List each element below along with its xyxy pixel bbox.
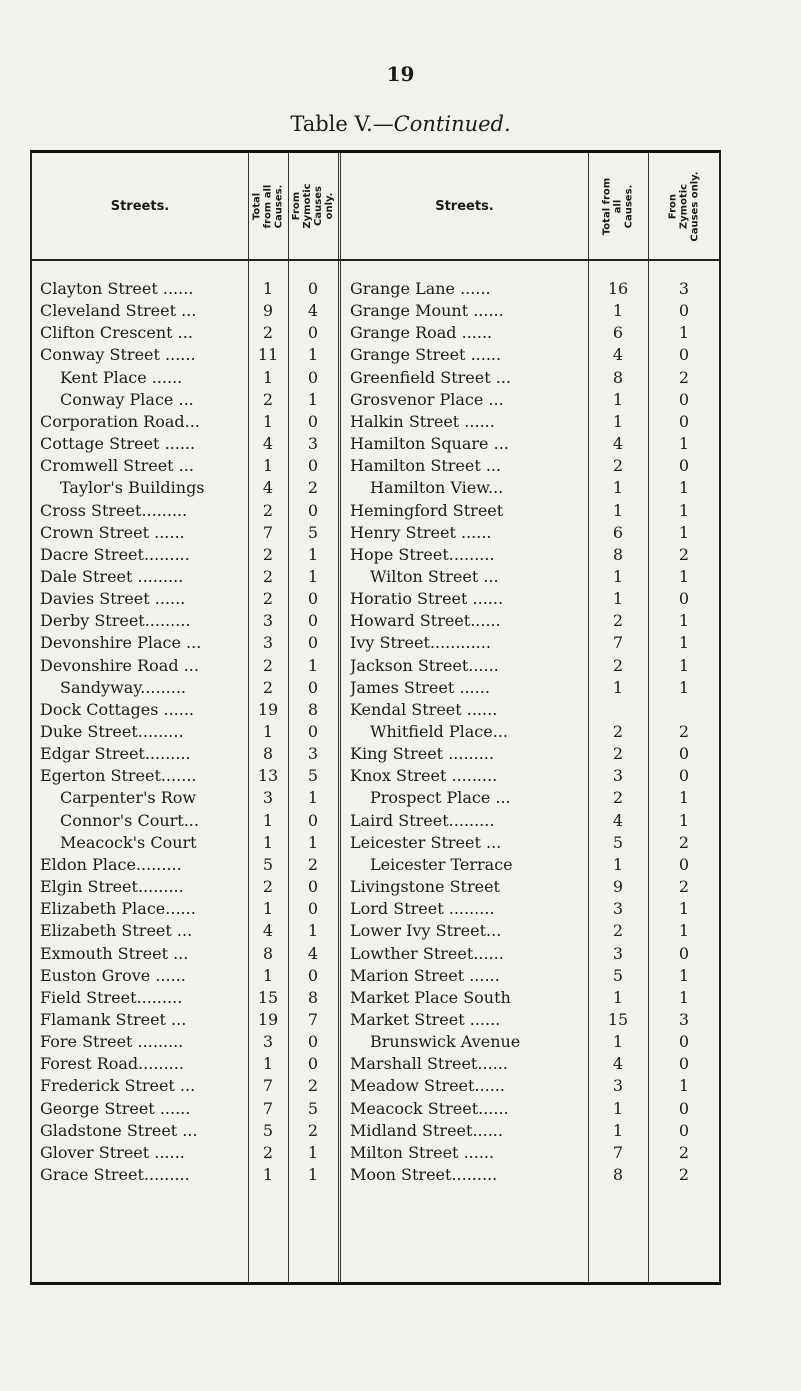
street-name: Glover Street ...... xyxy=(40,1142,185,1162)
zymotic-causes: 0 xyxy=(307,500,319,520)
zymotic-causes: 0 xyxy=(678,389,690,409)
table-row xyxy=(32,876,719,898)
zymotic-causes: 1 xyxy=(678,323,690,343)
street-name: Hamilton View... xyxy=(370,478,504,498)
total-all-causes: 2 xyxy=(262,566,274,586)
street-name: Davies Street ...... xyxy=(40,589,186,609)
total-all-causes: 16 xyxy=(607,279,629,298)
total-all-causes: 5 xyxy=(612,832,624,852)
zymotic-causes: 1 xyxy=(678,655,690,675)
zymotic-causes: 0 xyxy=(678,411,690,431)
total-all-causes: 1 xyxy=(612,389,624,409)
zymotic-causes: 1 xyxy=(307,788,319,808)
street-name: Meacock Street...... xyxy=(350,1098,509,1118)
total-all-causes: 9 xyxy=(262,301,274,321)
street-name: Marshall Street...... xyxy=(350,1054,508,1074)
zymotic-causes: 1 xyxy=(307,921,319,941)
table-row xyxy=(32,500,719,522)
total-all-causes: 2 xyxy=(262,877,274,897)
zymotic-causes: 1 xyxy=(307,1142,319,1162)
zymotic-causes: 1 xyxy=(678,566,690,586)
table-row xyxy=(32,322,719,344)
total-all-causes: 1 xyxy=(262,456,274,476)
table-row xyxy=(32,522,719,544)
header-total-left: Total from all Causes. xyxy=(251,184,285,228)
total-all-causes: 7 xyxy=(612,633,624,653)
table-row xyxy=(32,411,719,433)
zymotic-causes: 0 xyxy=(307,677,319,697)
total-all-causes: 1 xyxy=(262,810,274,830)
street-name: Leicester Street ... xyxy=(350,832,502,852)
table-row xyxy=(32,965,719,987)
total-all-causes: 7 xyxy=(612,1142,624,1162)
total-all-causes: 4 xyxy=(262,921,274,941)
zymotic-causes: 0 xyxy=(307,411,319,431)
header-zymotic-left: From Zymotic Causes only. xyxy=(291,183,335,229)
zymotic-causes: 1 xyxy=(678,899,690,919)
table-title xyxy=(0,112,801,136)
total-all-causes: 8 xyxy=(612,544,624,564)
table-row xyxy=(32,1120,719,1142)
street-name: Grange Mount ...... xyxy=(350,301,504,321)
zymotic-causes: 0 xyxy=(678,1098,690,1118)
table-row xyxy=(32,544,719,566)
street-name: Horatio Street ...... xyxy=(350,589,504,609)
zymotic-causes: 1 xyxy=(678,1076,690,1096)
header-streets-left: Streets. xyxy=(110,198,170,214)
total-all-causes: 2 xyxy=(612,921,624,941)
street-name: Taylor's Buildings xyxy=(60,478,205,498)
zymotic-causes: 2 xyxy=(307,854,319,874)
total-all-causes: 3 xyxy=(262,611,274,631)
table-row xyxy=(32,389,719,411)
zymotic-causes: 1 xyxy=(678,522,690,542)
total-all-causes: 2 xyxy=(612,655,624,675)
zymotic-causes: 4 xyxy=(307,943,319,963)
zymotic-causes: 0 xyxy=(307,899,319,919)
total-all-causes: 1 xyxy=(262,965,274,985)
zymotic-causes: 0 xyxy=(678,1032,690,1052)
total-all-causes: 6 xyxy=(612,323,624,343)
zymotic-causes: 1 xyxy=(678,965,690,985)
street-name: Meadow Street...... xyxy=(350,1076,505,1096)
street-name: Marion Street ...... xyxy=(350,965,500,985)
street-name: Lowther Street...... xyxy=(350,943,504,963)
total-all-causes: 4 xyxy=(612,345,624,365)
zymotic-causes: 1 xyxy=(307,1165,319,1184)
total-all-causes: 8 xyxy=(262,744,274,764)
total-all-causes: 4 xyxy=(612,434,624,454)
zymotic-causes: 7 xyxy=(307,1009,319,1029)
total-all-causes: 1 xyxy=(612,987,624,1007)
total-all-causes: 15 xyxy=(257,987,279,1007)
zymotic-causes: 2 xyxy=(678,1142,690,1162)
total-all-causes: 1 xyxy=(612,478,624,498)
total-all-causes: 2 xyxy=(612,722,624,741)
street-name: Euston Grove ...... xyxy=(40,965,186,985)
street-name: Grange Street ...... xyxy=(350,345,502,365)
street-name: Whitfield Place... xyxy=(370,722,508,741)
street-name: Elizabeth Street ... xyxy=(40,921,193,941)
zymotic-causes: 2 xyxy=(307,478,319,498)
total-all-causes: 2 xyxy=(262,544,274,564)
table-row xyxy=(32,610,719,632)
street-name: Lord Street ......... xyxy=(350,899,495,919)
table-title-main: Table V.— xyxy=(290,112,394,136)
zymotic-causes: 1 xyxy=(307,566,319,586)
table-row xyxy=(32,1009,719,1031)
total-all-causes: 1 xyxy=(612,566,624,586)
zymotic-causes: 0 xyxy=(678,345,690,365)
total-all-causes: 3 xyxy=(612,943,624,963)
table-row xyxy=(32,699,719,721)
total-all-causes: 3 xyxy=(262,1032,274,1052)
street-name: Grosvenor Place ... xyxy=(350,389,504,409)
zymotic-causes: 2 xyxy=(678,1165,690,1184)
header-streets-right: Streets. xyxy=(435,198,494,214)
zymotic-causes: 1 xyxy=(678,500,690,520)
street-name: Elgin Street......... xyxy=(40,877,184,897)
zymotic-causes: 1 xyxy=(307,655,319,675)
street-name: Hemingford Street xyxy=(350,500,504,520)
zymotic-causes: 2 xyxy=(678,877,690,897)
street-name: Laird Street......... xyxy=(350,810,495,830)
street-name: Market Street ...... xyxy=(350,1009,501,1029)
total-all-causes: 5 xyxy=(612,965,624,985)
street-name: Devonshire Road ... xyxy=(40,655,199,675)
zymotic-causes: 4 xyxy=(307,301,319,321)
street-name: Clayton Street ...... xyxy=(40,279,194,298)
total-all-causes: 1 xyxy=(262,367,274,387)
zymotic-causes: 0 xyxy=(678,301,690,321)
zymotic-causes: 3 xyxy=(678,1009,690,1029)
street-name: Howard Street...... xyxy=(350,611,501,631)
street-name: Devonshire Place ... xyxy=(40,633,202,653)
zymotic-causes: 0 xyxy=(307,877,319,897)
zymotic-causes: 1 xyxy=(678,677,690,697)
street-name: King Street ......... xyxy=(350,744,494,764)
zymotic-causes: 1 xyxy=(678,987,690,1007)
street-name: Clifton Crescent ... xyxy=(40,323,193,343)
total-all-causes: 2 xyxy=(262,1142,274,1162)
total-all-causes: 3 xyxy=(612,766,624,786)
total-all-causes: 5 xyxy=(262,854,274,874)
zymotic-causes: 0 xyxy=(678,766,690,786)
zymotic-causes: 1 xyxy=(307,345,319,365)
zymotic-causes: 0 xyxy=(307,810,319,830)
street-name: Cottage Street ...... xyxy=(40,434,196,454)
street-name: Ivy Street............ xyxy=(350,633,491,653)
zymotic-causes: 2 xyxy=(307,1120,319,1140)
street-name: Connor's Court... xyxy=(60,810,199,830)
street-name: George Street ...... xyxy=(40,1098,191,1118)
table-title-continued: Continued. xyxy=(393,112,511,136)
zymotic-causes: 2 xyxy=(678,367,690,387)
zymotic-causes: 1 xyxy=(678,611,690,631)
table-row xyxy=(32,743,719,765)
total-all-causes: 1 xyxy=(612,1032,624,1052)
total-all-causes: 8 xyxy=(612,1165,624,1184)
zymotic-causes: 5 xyxy=(307,1098,319,1118)
total-all-causes: 7 xyxy=(262,522,274,542)
zymotic-causes: 1 xyxy=(678,921,690,941)
total-all-causes: 4 xyxy=(612,810,624,830)
zymotic-causes: 1 xyxy=(678,633,690,653)
total-all-causes: 1 xyxy=(262,279,274,298)
table-row xyxy=(32,810,719,832)
table-row xyxy=(32,854,719,876)
street-name: Kent Place ...... xyxy=(60,367,183,387)
table-row xyxy=(32,344,719,366)
total-all-causes: 3 xyxy=(612,1076,624,1096)
zymotic-causes: 0 xyxy=(307,611,319,631)
total-all-causes: 8 xyxy=(612,367,624,387)
street-name: James Street ...... xyxy=(350,677,490,697)
total-all-causes: 2 xyxy=(262,389,274,409)
zymotic-causes: 0 xyxy=(307,323,319,343)
street-name: Conway Place ... xyxy=(60,389,194,409)
zymotic-causes: 0 xyxy=(678,456,690,476)
street-name: Meacock's Court xyxy=(60,832,197,852)
page-number: 19 xyxy=(386,62,415,86)
table-row xyxy=(32,1098,719,1120)
street-name: Eldon Place......... xyxy=(40,854,182,874)
total-all-causes: 2 xyxy=(612,456,624,476)
total-all-causes: 15 xyxy=(607,1009,629,1029)
zymotic-causes: 0 xyxy=(678,1054,690,1074)
zymotic-causes: 1 xyxy=(678,810,690,830)
total-all-causes: 1 xyxy=(612,677,624,697)
total-all-causes: 1 xyxy=(612,854,624,874)
total-all-causes: 2 xyxy=(262,677,274,697)
table-row xyxy=(32,1031,719,1053)
street-name: Elizabeth Place...... xyxy=(40,899,196,919)
total-all-causes: 1 xyxy=(612,500,624,520)
header-zymotic-right: Fron Zymotic Causes only. xyxy=(667,170,701,242)
street-name: Knox Street ......... xyxy=(350,766,498,786)
table-row xyxy=(32,787,719,809)
zymotic-causes: 0 xyxy=(307,279,319,298)
table-row xyxy=(32,765,719,787)
total-all-causes: 1 xyxy=(612,1120,624,1140)
total-all-causes: 1 xyxy=(262,1165,274,1184)
zymotic-causes: 2 xyxy=(307,1076,319,1096)
zymotic-causes: 2 xyxy=(678,722,690,741)
street-name: Crown Street ...... xyxy=(40,522,185,542)
street-name: Brunswick Avenue xyxy=(370,1032,521,1052)
total-all-causes: 2 xyxy=(262,655,274,675)
header-total-right: Total from all Causes. xyxy=(601,177,635,235)
table-row xyxy=(32,588,719,610)
zymotic-causes: 1 xyxy=(307,544,319,564)
street-name: Field Street......... xyxy=(40,987,183,1007)
table-row xyxy=(32,1053,719,1075)
street-name: Dock Cottages ...... xyxy=(40,699,194,719)
total-all-causes: 19 xyxy=(257,1009,279,1029)
total-all-causes: 9 xyxy=(612,877,624,897)
zymotic-causes: 1 xyxy=(678,788,690,808)
zymotic-causes: 0 xyxy=(307,367,319,387)
street-name: Jackson Street...... xyxy=(350,655,499,675)
street-name: Lower Ivy Street... xyxy=(350,921,502,941)
zymotic-causes: 5 xyxy=(307,766,319,786)
zymotic-causes: 8 xyxy=(307,987,319,1007)
table-row xyxy=(32,655,719,677)
zymotic-causes: 0 xyxy=(307,633,319,653)
total-all-causes: 1 xyxy=(612,1098,624,1118)
total-all-causes: 2 xyxy=(262,500,274,520)
street-name: Moon Street......... xyxy=(350,1165,498,1184)
street-name: Cross Street......... xyxy=(40,500,188,520)
zymotic-causes: 3 xyxy=(307,434,319,454)
street-name: Leicester Terrace xyxy=(370,854,513,874)
table-row xyxy=(32,1075,719,1097)
street-name: Edgar Street......... xyxy=(40,744,191,764)
street-name: Duke Street......... xyxy=(40,722,184,741)
zymotic-causes: 0 xyxy=(307,965,319,985)
total-all-causes: 4 xyxy=(262,434,274,454)
zymotic-causes: 5 xyxy=(307,522,319,542)
total-all-causes: 1 xyxy=(262,899,274,919)
total-all-causes: 1 xyxy=(262,411,274,431)
total-all-causes: 8 xyxy=(262,943,274,963)
street-name: Hope Street......... xyxy=(350,544,495,564)
street-name: Hamilton Street ... xyxy=(350,456,502,476)
total-all-causes: 2 xyxy=(262,323,274,343)
zymotic-causes: 1 xyxy=(678,434,690,454)
table-row xyxy=(32,632,719,654)
zymotic-causes: 0 xyxy=(307,1032,319,1052)
table-row xyxy=(32,721,719,743)
total-all-causes: 19 xyxy=(257,699,279,719)
street-name: Grange Lane ...... xyxy=(350,279,491,298)
street-name: Halkin Street ...... xyxy=(350,411,495,431)
table-row xyxy=(32,898,719,920)
street-name: Conway Street ...... xyxy=(40,345,196,365)
total-all-causes: 11 xyxy=(257,345,279,365)
total-all-causes: 1 xyxy=(612,589,624,609)
street-name: Gladstone Street ... xyxy=(40,1120,198,1140)
table-row xyxy=(32,1142,719,1164)
total-all-causes: 7 xyxy=(262,1076,274,1096)
street-name: Flamank Street ... xyxy=(40,1009,187,1029)
zymotic-causes: 0 xyxy=(678,589,690,609)
total-all-causes: 4 xyxy=(612,1054,624,1074)
street-name: Dacre Street......... xyxy=(40,544,190,564)
total-all-causes: 2 xyxy=(612,744,624,764)
table-row xyxy=(32,987,719,1009)
zymotic-causes: 2 xyxy=(678,544,690,564)
street-name: Fore Street ......... xyxy=(40,1032,184,1052)
zymotic-causes: 0 xyxy=(678,1120,690,1140)
total-all-causes: 6 xyxy=(612,522,624,542)
total-all-causes: 4 xyxy=(262,478,274,498)
total-all-causes: 5 xyxy=(262,1120,274,1140)
zymotic-causes: 2 xyxy=(678,832,690,852)
table-row xyxy=(32,477,719,499)
zymotic-causes: 0 xyxy=(678,943,690,963)
zymotic-causes: 1 xyxy=(678,478,690,498)
street-name: Carpenter's Row xyxy=(60,788,197,808)
street-name: Dale Street ......... xyxy=(40,566,184,586)
table-row xyxy=(32,367,719,389)
zymotic-causes: 0 xyxy=(678,744,690,764)
zymotic-causes: 0 xyxy=(678,854,690,874)
total-all-causes: 7 xyxy=(262,1098,274,1118)
table-row xyxy=(32,455,719,477)
street-name: Cleveland Street ... xyxy=(40,301,197,321)
zymotic-causes: 0 xyxy=(307,456,319,476)
total-all-causes: 1 xyxy=(612,411,624,431)
street-name: Milton Street ...... xyxy=(350,1142,495,1162)
street-name: Grace Street......... xyxy=(40,1165,190,1184)
street-name: Derby Street......... xyxy=(40,611,191,631)
street-name: Egerton Street....... xyxy=(40,766,197,786)
mortality-table xyxy=(30,150,721,1285)
total-all-causes: 3 xyxy=(262,788,274,808)
table-row xyxy=(32,943,719,965)
street-name: Grange Road ...... xyxy=(350,323,493,343)
street-name: Henry Street ...... xyxy=(350,522,492,542)
table-row xyxy=(32,832,719,854)
street-name: Cromwell Street ... xyxy=(40,456,194,476)
street-name: Wilton Street ... xyxy=(370,566,499,586)
street-name: Corporation Road... xyxy=(40,411,200,431)
street-name: Exmouth Street ... xyxy=(40,943,189,963)
total-all-causes: 3 xyxy=(262,633,274,653)
zymotic-causes: 8 xyxy=(307,699,319,719)
street-name: Forest Road......... xyxy=(40,1054,184,1074)
table-row xyxy=(32,1164,719,1186)
street-name: Midland Street...... xyxy=(350,1120,503,1140)
total-all-causes: 1 xyxy=(612,301,624,321)
table-row xyxy=(32,433,719,455)
total-all-causes: 3 xyxy=(612,899,624,919)
zymotic-causes: 1 xyxy=(307,389,319,409)
table-row xyxy=(32,677,719,699)
total-all-causes: 1 xyxy=(262,722,274,741)
total-all-causes: 2 xyxy=(612,788,624,808)
total-all-causes: 2 xyxy=(262,589,274,609)
table-row xyxy=(32,300,719,322)
street-name: Prospect Place ... xyxy=(370,788,511,808)
street-name: Greenfield Street ... xyxy=(350,367,512,387)
zymotic-causes: 1 xyxy=(307,832,319,852)
street-name: Kendal Street ...... xyxy=(350,699,498,719)
street-name: Sandyway......... xyxy=(60,677,187,697)
total-all-causes: 13 xyxy=(257,766,279,786)
zymotic-causes: 3 xyxy=(307,744,319,764)
street-name: Frederick Street ... xyxy=(40,1076,196,1096)
table-row xyxy=(32,278,719,300)
table-row xyxy=(32,566,719,588)
street-name: Hamilton Square ... xyxy=(350,434,509,454)
street-name: Livingstone Street xyxy=(350,877,500,897)
street-name: Market Place South xyxy=(350,987,511,1007)
zymotic-causes: 3 xyxy=(678,279,690,298)
zymotic-causes: 0 xyxy=(307,722,319,741)
table-row xyxy=(32,920,719,942)
total-all-causes: 1 xyxy=(262,832,274,852)
zymotic-causes: 0 xyxy=(307,1054,319,1074)
total-all-causes: 1 xyxy=(262,1054,274,1074)
total-all-causes: 2 xyxy=(612,611,624,631)
zymotic-causes: 0 xyxy=(307,589,319,609)
header-rule xyxy=(32,259,719,261)
